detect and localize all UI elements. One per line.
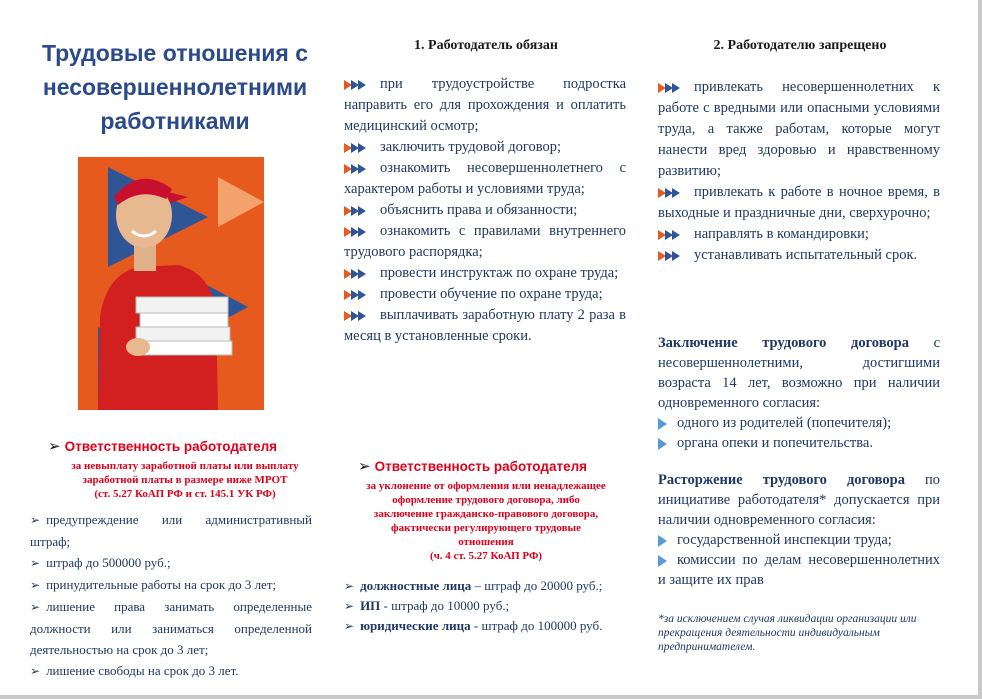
- subtitle-line: (ст. 5.27 КоАП РФ и ст. 145.1 УК РФ): [94, 488, 276, 500]
- middle-responsibility-subtitle: [344, 479, 628, 563]
- double-arrow-icon: [344, 206, 366, 216]
- double-arrow-icon: [344, 80, 366, 90]
- subtitle-line: оформление трудового договора, либо: [392, 494, 580, 506]
- subtitle-line: отношения: [458, 536, 514, 548]
- triangle-bullet-icon: [658, 438, 667, 450]
- list-item: ➢ принудительные работы на срок до 3 лет;: [30, 577, 277, 592]
- chevron-icon: ➢: [30, 513, 41, 527]
- page-border-bottom: [0, 695, 982, 699]
- chevron-icon: ➢: [344, 599, 355, 613]
- worker-illustration: [78, 157, 264, 410]
- left-responsibility-subtitle: [55, 459, 315, 501]
- chevron-icon: ➢: [30, 556, 41, 570]
- triangle-bullet-icon: [658, 535, 667, 547]
- list-item: провести обучение по охране труда;: [344, 284, 626, 305]
- list-item: провести инструктаж по охране труда;: [344, 263, 626, 284]
- subtitle-line: за уклонение от оформления или ненадлежащее: [366, 480, 606, 492]
- duties-heading: 1. Работодатель обязан: [414, 38, 558, 53]
- subtitle-line: за невыплату заработной платы или выплату: [71, 460, 299, 472]
- list-item: при трудоустройстве подростка направить его для прохождения и оплатить медицинский осмотр;: [344, 76, 626, 134]
- termination-section: [658, 470, 940, 590]
- responsibility-title: Ответственность работодателя: [64, 439, 278, 454]
- list-item: ознакомить с правилами внутреннего трудового распорядка;: [344, 223, 626, 260]
- list-item: привлекать к работе в ночное время, в выходные и праздничные дни, сверхурочно;: [658, 184, 940, 221]
- title-line: работниками: [100, 108, 250, 134]
- subtitle-line: заработной платы в размере ниже МРОТ: [82, 474, 288, 486]
- arrow-bullet-icon: ➢: [358, 459, 371, 475]
- list-item: объяснить права и обязанности;: [344, 200, 626, 221]
- left-penalties-list: [30, 509, 312, 682]
- double-arrow-icon: [658, 230, 680, 240]
- chevron-icon: ➢: [30, 600, 41, 614]
- title-line: Трудовые отношения с: [41, 40, 309, 66]
- list-item: одного из родителей (попечителя);: [658, 413, 940, 433]
- left-responsibility-heading: [48, 437, 318, 456]
- list-item: привлекать несовершеннолетних к работе с вредными или опасными условиями труда, а также работам, которые могут нанести вред здоровью и нравственному развитию;: [658, 79, 940, 179]
- chevron-icon: ➢: [30, 664, 41, 678]
- triangle-bullet-icon: [658, 418, 667, 430]
- list-item: ➢ предупреждение или административный штраф;: [30, 512, 312, 549]
- chevron-icon: ➢: [344, 579, 355, 593]
- triangle-bullet-icon: [658, 555, 667, 567]
- double-arrow-icon: [344, 290, 366, 300]
- subtitle-line: заключение гражданско-правового договора,: [373, 508, 599, 520]
- worker-photo: [78, 157, 264, 410]
- list-item: ознакомить несовершеннолетнего с характером работы и условиями труда;: [344, 160, 626, 197]
- termination-heading: Расторжение трудового договора: [658, 472, 905, 488]
- subtitle-line: фактически регулирующего трудовые: [391, 522, 581, 534]
- list-item: ➢ юридические лица - штраф до 100000 руб.: [344, 618, 603, 633]
- double-arrow-icon: [658, 251, 680, 261]
- list-item: ➢ должностные лица – штраф до 20000 руб.;: [344, 578, 603, 593]
- contract-heading: Заключение трудового договора: [658, 335, 909, 351]
- list-item: выплачивать заработную плату 2 раза в месяц в установленные сроки.: [344, 307, 626, 344]
- list-item: устанавливать испытательный срок.: [658, 245, 940, 266]
- contract-section: [658, 333, 940, 453]
- duties-list: [344, 74, 626, 347]
- double-arrow-icon: [658, 83, 680, 93]
- footnote: *за исключением случая ликвидации организации или прекращения деятельности индивидуальным предпринимателем.: [658, 613, 917, 653]
- double-arrow-icon: [344, 311, 366, 321]
- arrow-bullet-icon: ➢: [48, 439, 61, 455]
- list-item: ➢ ИП - штраф до 10000 руб.;: [344, 598, 510, 613]
- subtitle-line: (ч. 4 ст. 5.27 КоАП РФ): [429, 550, 543, 562]
- list-item: ➢ лишение свободы на срок до 3 лет.: [30, 663, 239, 678]
- fines-list: [344, 576, 628, 636]
- prohibited-heading: 2. Работодателю запрещено: [713, 38, 887, 53]
- list-item: органа опеки и попечительства.: [658, 433, 940, 453]
- termination-text: по инициативе работодателя* допускается при наличии одновременного согласия:: [658, 472, 941, 528]
- double-arrow-icon: [344, 164, 366, 174]
- brochure-title: [30, 36, 320, 138]
- double-arrow-icon: [658, 188, 680, 198]
- responsibility-title: Ответственность работодателя: [374, 459, 588, 474]
- list-item: ➢ лишение права занимать определенные должности или заниматься определенной деятельностью на срок до 3 лет;: [30, 599, 312, 657]
- chevron-icon: ➢: [30, 578, 41, 592]
- double-arrow-icon: [344, 269, 366, 279]
- list-item: комиссии по делам несовершеннолетних и защите их прав: [658, 552, 940, 588]
- list-item: заключить трудовой договор;: [344, 137, 626, 158]
- prohibited-list: [658, 77, 940, 266]
- page-border-right: [978, 0, 982, 699]
- double-arrow-icon: [344, 143, 366, 153]
- middle-responsibility-heading: [358, 457, 628, 476]
- double-arrow-icon: [344, 227, 366, 237]
- contract-text: с несовершеннолетними, достигшими возраста 14 лет, возможно при наличии одновременного согласия:: [658, 335, 940, 411]
- chevron-icon: ➢: [344, 619, 355, 633]
- list-item: государственной инспекции труда;: [658, 530, 940, 550]
- title-line: несовершеннолетними: [42, 74, 308, 100]
- list-item: направлять в командировки;: [658, 224, 940, 245]
- list-item: ➢ штраф до 500000 руб.;: [30, 555, 171, 570]
